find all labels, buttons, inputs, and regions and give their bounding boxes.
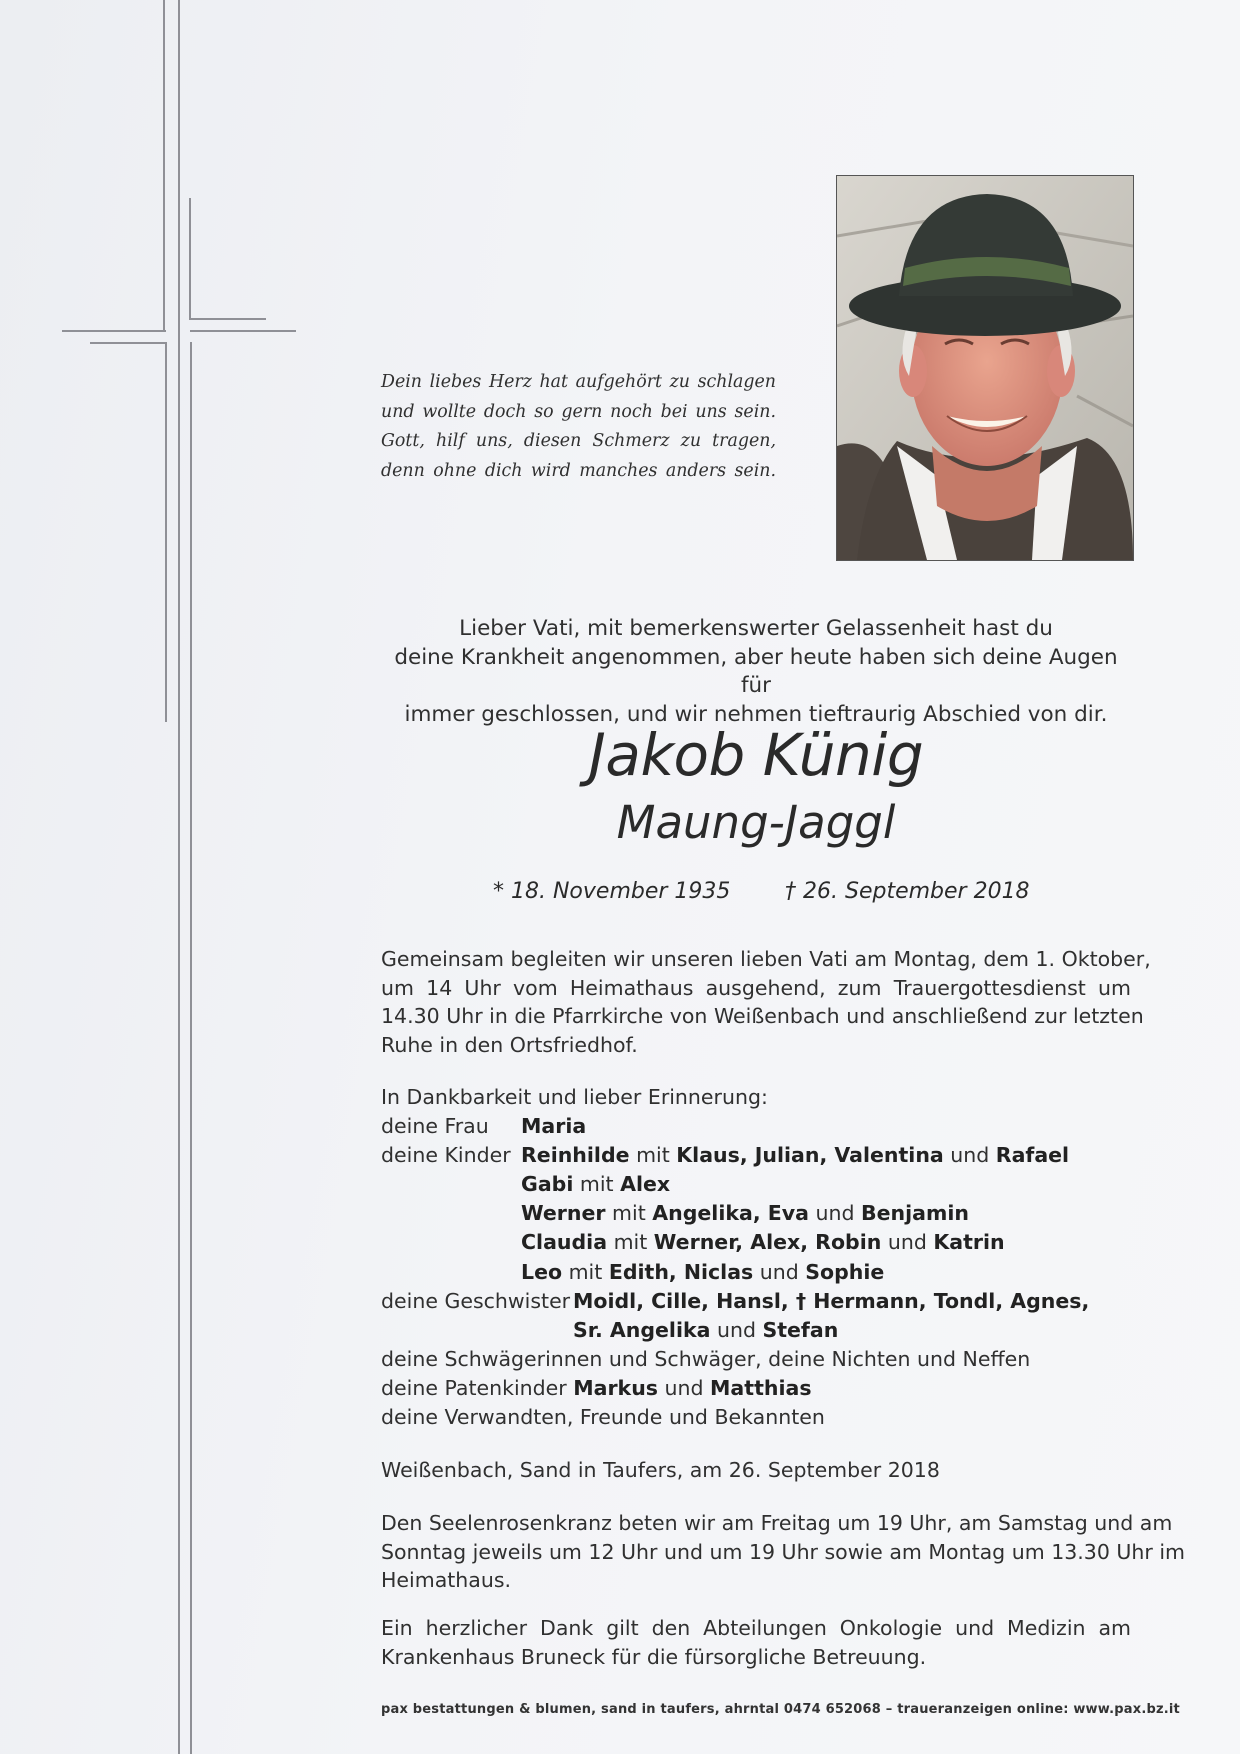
intro-line: Lieber Vati, mit bemerkenswerter Gelassenheit hast du <box>459 616 1053 641</box>
cross-line <box>190 318 266 320</box>
family-row-wife: deine Frau Maria <box>381 1114 587 1139</box>
birth-date: * 18. November 1935 <box>493 879 731 904</box>
rosary-paragraph <box>381 1509 1186 1595</box>
paragraph-line: Den Seelenrosenkranz beten wir am Freitag um 19 Uhr, am Samstag und am <box>381 1511 1173 1535</box>
footer-imprint: pax bestattungen & blumen, sand in taufers, ahrntal 0474 652068 – traueranzeigen online: www.pax.bz.it <box>381 1702 1180 1717</box>
family-row-inlaws: deine Schwägerinnen und Schwäger, deine Nichten und Neffen <box>381 1346 1031 1371</box>
verse-line: und wollte doch so gern noch bei uns sein. <box>381 401 776 422</box>
verse <box>381 368 776 486</box>
cross-line <box>190 342 192 1754</box>
cross-line <box>190 330 296 332</box>
family-intro: In Dankbarkeit und lieber Erinnerung: <box>381 1085 768 1109</box>
paragraph-line: Gemeinsam begleiten wir unseren lieben Vati am Montag, dem 1. Oktober, <box>381 947 1151 971</box>
deceased-name: Jakob Künig <box>588 721 924 789</box>
cross-line <box>189 198 191 320</box>
paragraph-line: Ein herzlicher Dank gilt den Abteilungen Onkologie und Medizin am <box>381 1616 1131 1640</box>
cross-line <box>165 342 167 722</box>
family-row-godchildren: deine Patenkinder Markus und Matthias <box>381 1375 812 1400</box>
place-date: Weißenbach, Sand in Taufers, am 26. September 2018 <box>381 1458 940 1482</box>
intro-line: immer geschlossen, und wir nehmen tieftraurig Abschied von dir. <box>404 701 1108 727</box>
funeral-paragraph <box>381 945 1151 1059</box>
thanks-paragraph <box>381 1614 1131 1671</box>
house-name: Maung-Jaggl <box>616 796 896 849</box>
cross-line <box>62 330 166 332</box>
family-list <box>381 1083 1131 1432</box>
family-row-child: Leo mit Edith, Niclas und Sophie <box>521 1259 885 1284</box>
family-row-siblings: deine Geschwister Moidl, Cille, Hansl, † Hermann, Tondl, Agnes, <box>381 1288 1090 1313</box>
paragraph-line: Heimathaus. <box>381 1568 512 1592</box>
family-row-child: Gabi mit Alex <box>521 1172 671 1197</box>
verse-line: denn ohne dich wird manches anders sein. <box>381 460 776 481</box>
paragraph-line: Sonntag jeweils um 12 Uhr und um 19 Uhr sowie am Montag um 13.30 Uhr im <box>381 1539 1186 1564</box>
cross-line <box>163 0 165 330</box>
death-date: † 26. September 2018 <box>785 879 1030 904</box>
cross-line <box>90 342 166 344</box>
paragraph-line: Ruhe in den Ortsfriedhof. <box>381 1032 638 1057</box>
family-row-child: deine Kinder Reinhilde mit Klaus, Julian, Valentina und Rafael <box>381 1143 1070 1168</box>
paragraph-line: Krankenhaus Bruneck für die fürsorgliche Betreuung. <box>381 1644 927 1669</box>
paragraph-line: um 14 Uhr vom Heimathaus ausgehend, zum Trauergottesdienst um <box>381 975 1131 1000</box>
verse-line: Dein liebes Herz hat aufgehört zu schlagen <box>381 372 776 392</box>
family-row-child: Werner mit Angelika, Eva und Benjamin <box>521 1201 969 1226</box>
family-row-child: Claudia mit Werner, Alex, Robin und Katrin <box>521 1230 1005 1255</box>
intro-text <box>381 615 1131 729</box>
intro-line: deine Krankheit angenommen, aber heute haben sich deine Augen für <box>394 644 1118 698</box>
family-row-siblings: Sr. Angelika und Stefan <box>573 1317 839 1342</box>
family-row-relatives: deine Verwandten, Freunde und Bekannten <box>381 1405 825 1430</box>
portrait-photo <box>836 175 1134 561</box>
paragraph-line: 14.30 Uhr in die Pfarrkirche von Weißenbach und anschließend zur letzten <box>381 1004 1144 1028</box>
verse-line: Gott, hilf uns, diesen Schmerz zu tragen, <box>381 431 776 451</box>
cross-line <box>178 0 180 1754</box>
